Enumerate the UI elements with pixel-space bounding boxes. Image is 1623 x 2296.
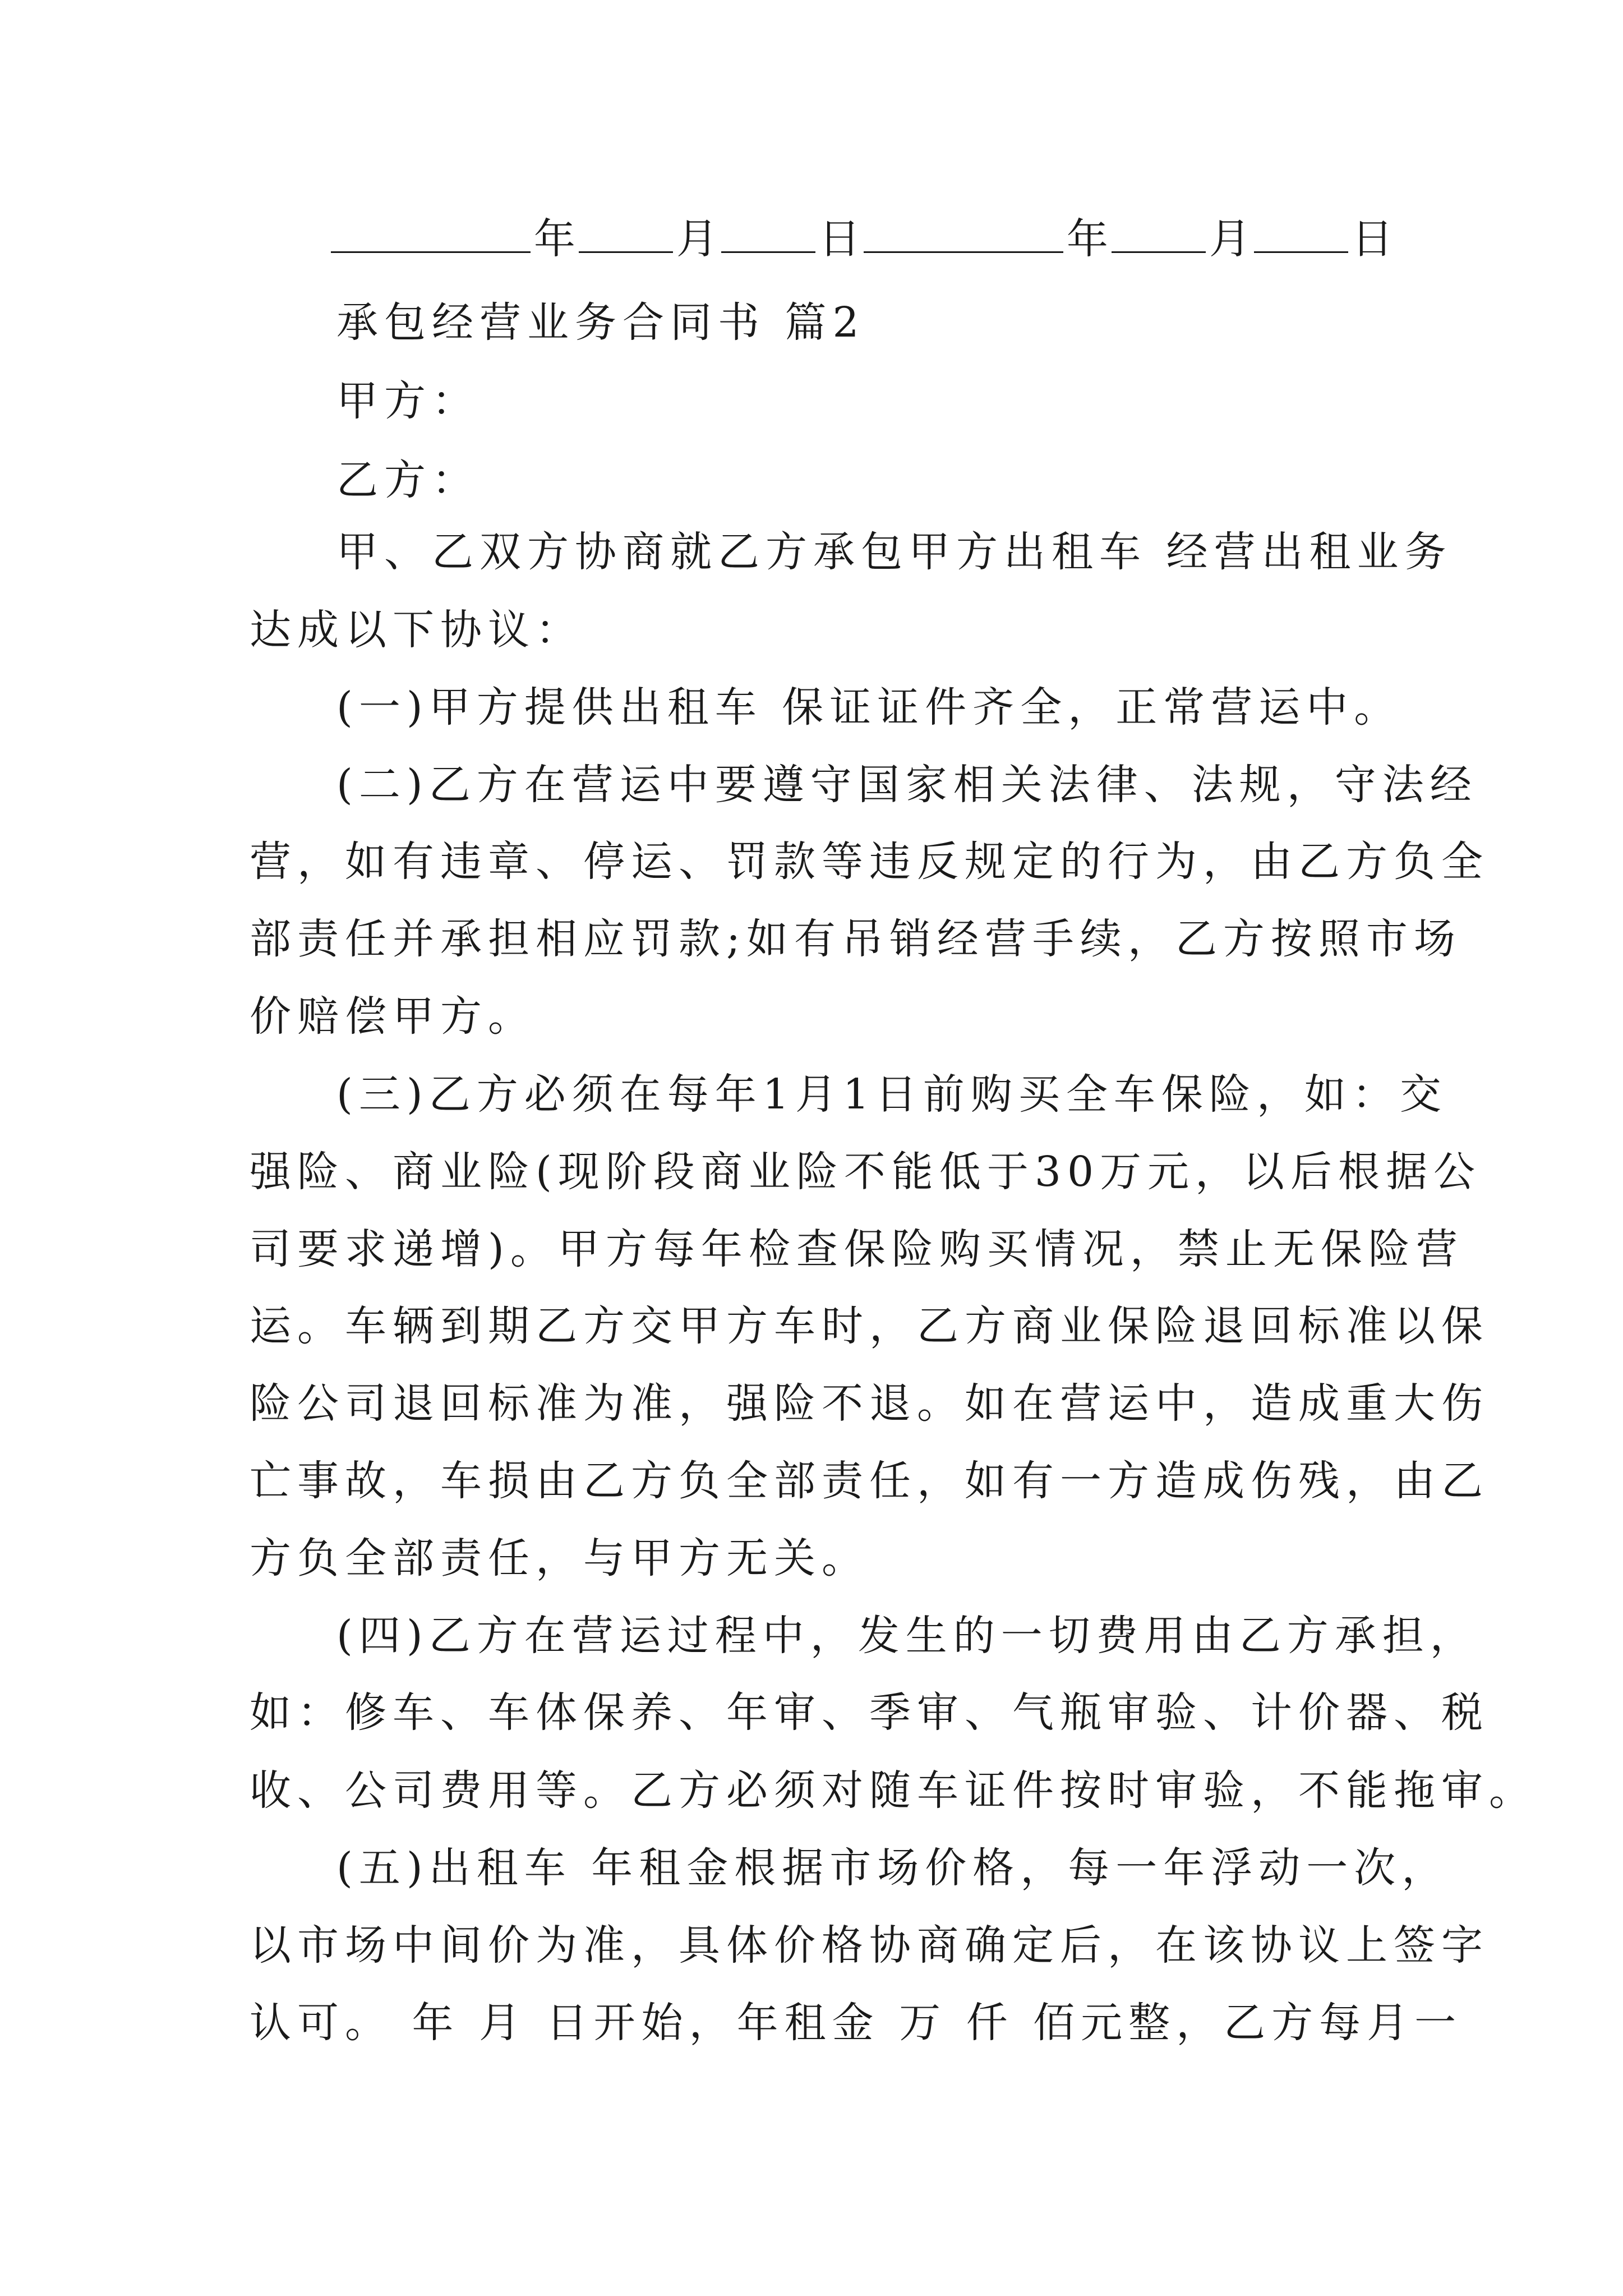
paragraph-line: 司要求递增)。甲方每年检查保险购买情况，禁止无保险营 xyxy=(250,1225,1464,1273)
section-title: 承包经营业务合同书 篇2 xyxy=(336,298,865,347)
month-blank xyxy=(1112,212,1206,253)
day-label: 日 xyxy=(819,215,861,263)
party-a-label: 甲方： xyxy=(336,377,479,425)
month-label: 月 xyxy=(1209,215,1251,263)
paragraph-line: 收、公司费用等。乙方必须对随车证件按时审验，不能拖审。 xyxy=(250,1766,1537,1815)
clause-3: (三)乙方必须在每年1月1日前购买全车保险，如：交 xyxy=(336,1070,1447,1119)
paragraph-line: 方负全部责任，与甲方无关。 xyxy=(250,1534,869,1582)
party-b-label: 乙方： xyxy=(336,456,479,504)
clause-5: (五)出租车 年租金根据市场价格，每一年浮动一次， xyxy=(336,1844,1450,1892)
paragraph-line: 达成以下协议： xyxy=(250,606,583,654)
signature-date-line xyxy=(331,212,1396,266)
day-blank xyxy=(721,212,815,253)
clause-2: (二)乙方在营运中要遵守国家相关法律、法规，守法经 xyxy=(336,761,1478,809)
paragraph-line: 以市场中间价为准，具体价格协商确定后，在该协议上签字 xyxy=(250,1921,1489,1970)
paragraph-line: 运。车辆到期乙方交甲方车时，乙方商业保险退回标准以保 xyxy=(250,1302,1489,1350)
paragraph-line: 营，如有违章、停运、罚款等违反规定的行为，由乙方负全 xyxy=(250,838,1489,886)
clause-1: (一)甲方提供出租车 保证证件齐全，正常营运中。 xyxy=(336,683,1402,731)
day-label: 日 xyxy=(1352,215,1394,263)
month-blank xyxy=(579,212,673,253)
year-label: 年 xyxy=(1066,215,1108,263)
year-blank xyxy=(864,212,1063,253)
year-blank xyxy=(331,212,531,253)
paragraph-line: 亡事故，车损由乙方负全部责任，如有一方造成伤残，由乙 xyxy=(250,1457,1489,1505)
paragraph-line: 认可。 年 月 日开始，年租金 万 仟 佰元整，乙方每月一 xyxy=(250,1999,1463,2047)
paragraph-line: 价赔偿甲方。 xyxy=(250,992,536,1041)
day-blank xyxy=(1254,212,1348,253)
paragraph-line: 如：修车、车体保养、年审、季审、气瓶审验、计价器、税 xyxy=(250,1688,1489,1737)
paragraph-line: 甲、乙双方协商就乙方承包甲方出租车 经营出租业务 xyxy=(336,528,1453,576)
paragraph-line: 强险、商业险(现阶段商业险不能低于30万元，以后根据公 xyxy=(250,1148,1482,1196)
month-label: 月 xyxy=(676,215,718,263)
clause-4: (四)乙方在营运过程中，发生的一切费用由乙方承担， xyxy=(336,1612,1478,1660)
year-label: 年 xyxy=(533,215,575,263)
paragraph-line: 险公司退回标准为准，强险不退。如在营运中，造成重大伤 xyxy=(250,1379,1489,1428)
paragraph-line: 部责任并承担相应罚款;如有吊销经营手续，乙方按照市场 xyxy=(250,915,1461,963)
